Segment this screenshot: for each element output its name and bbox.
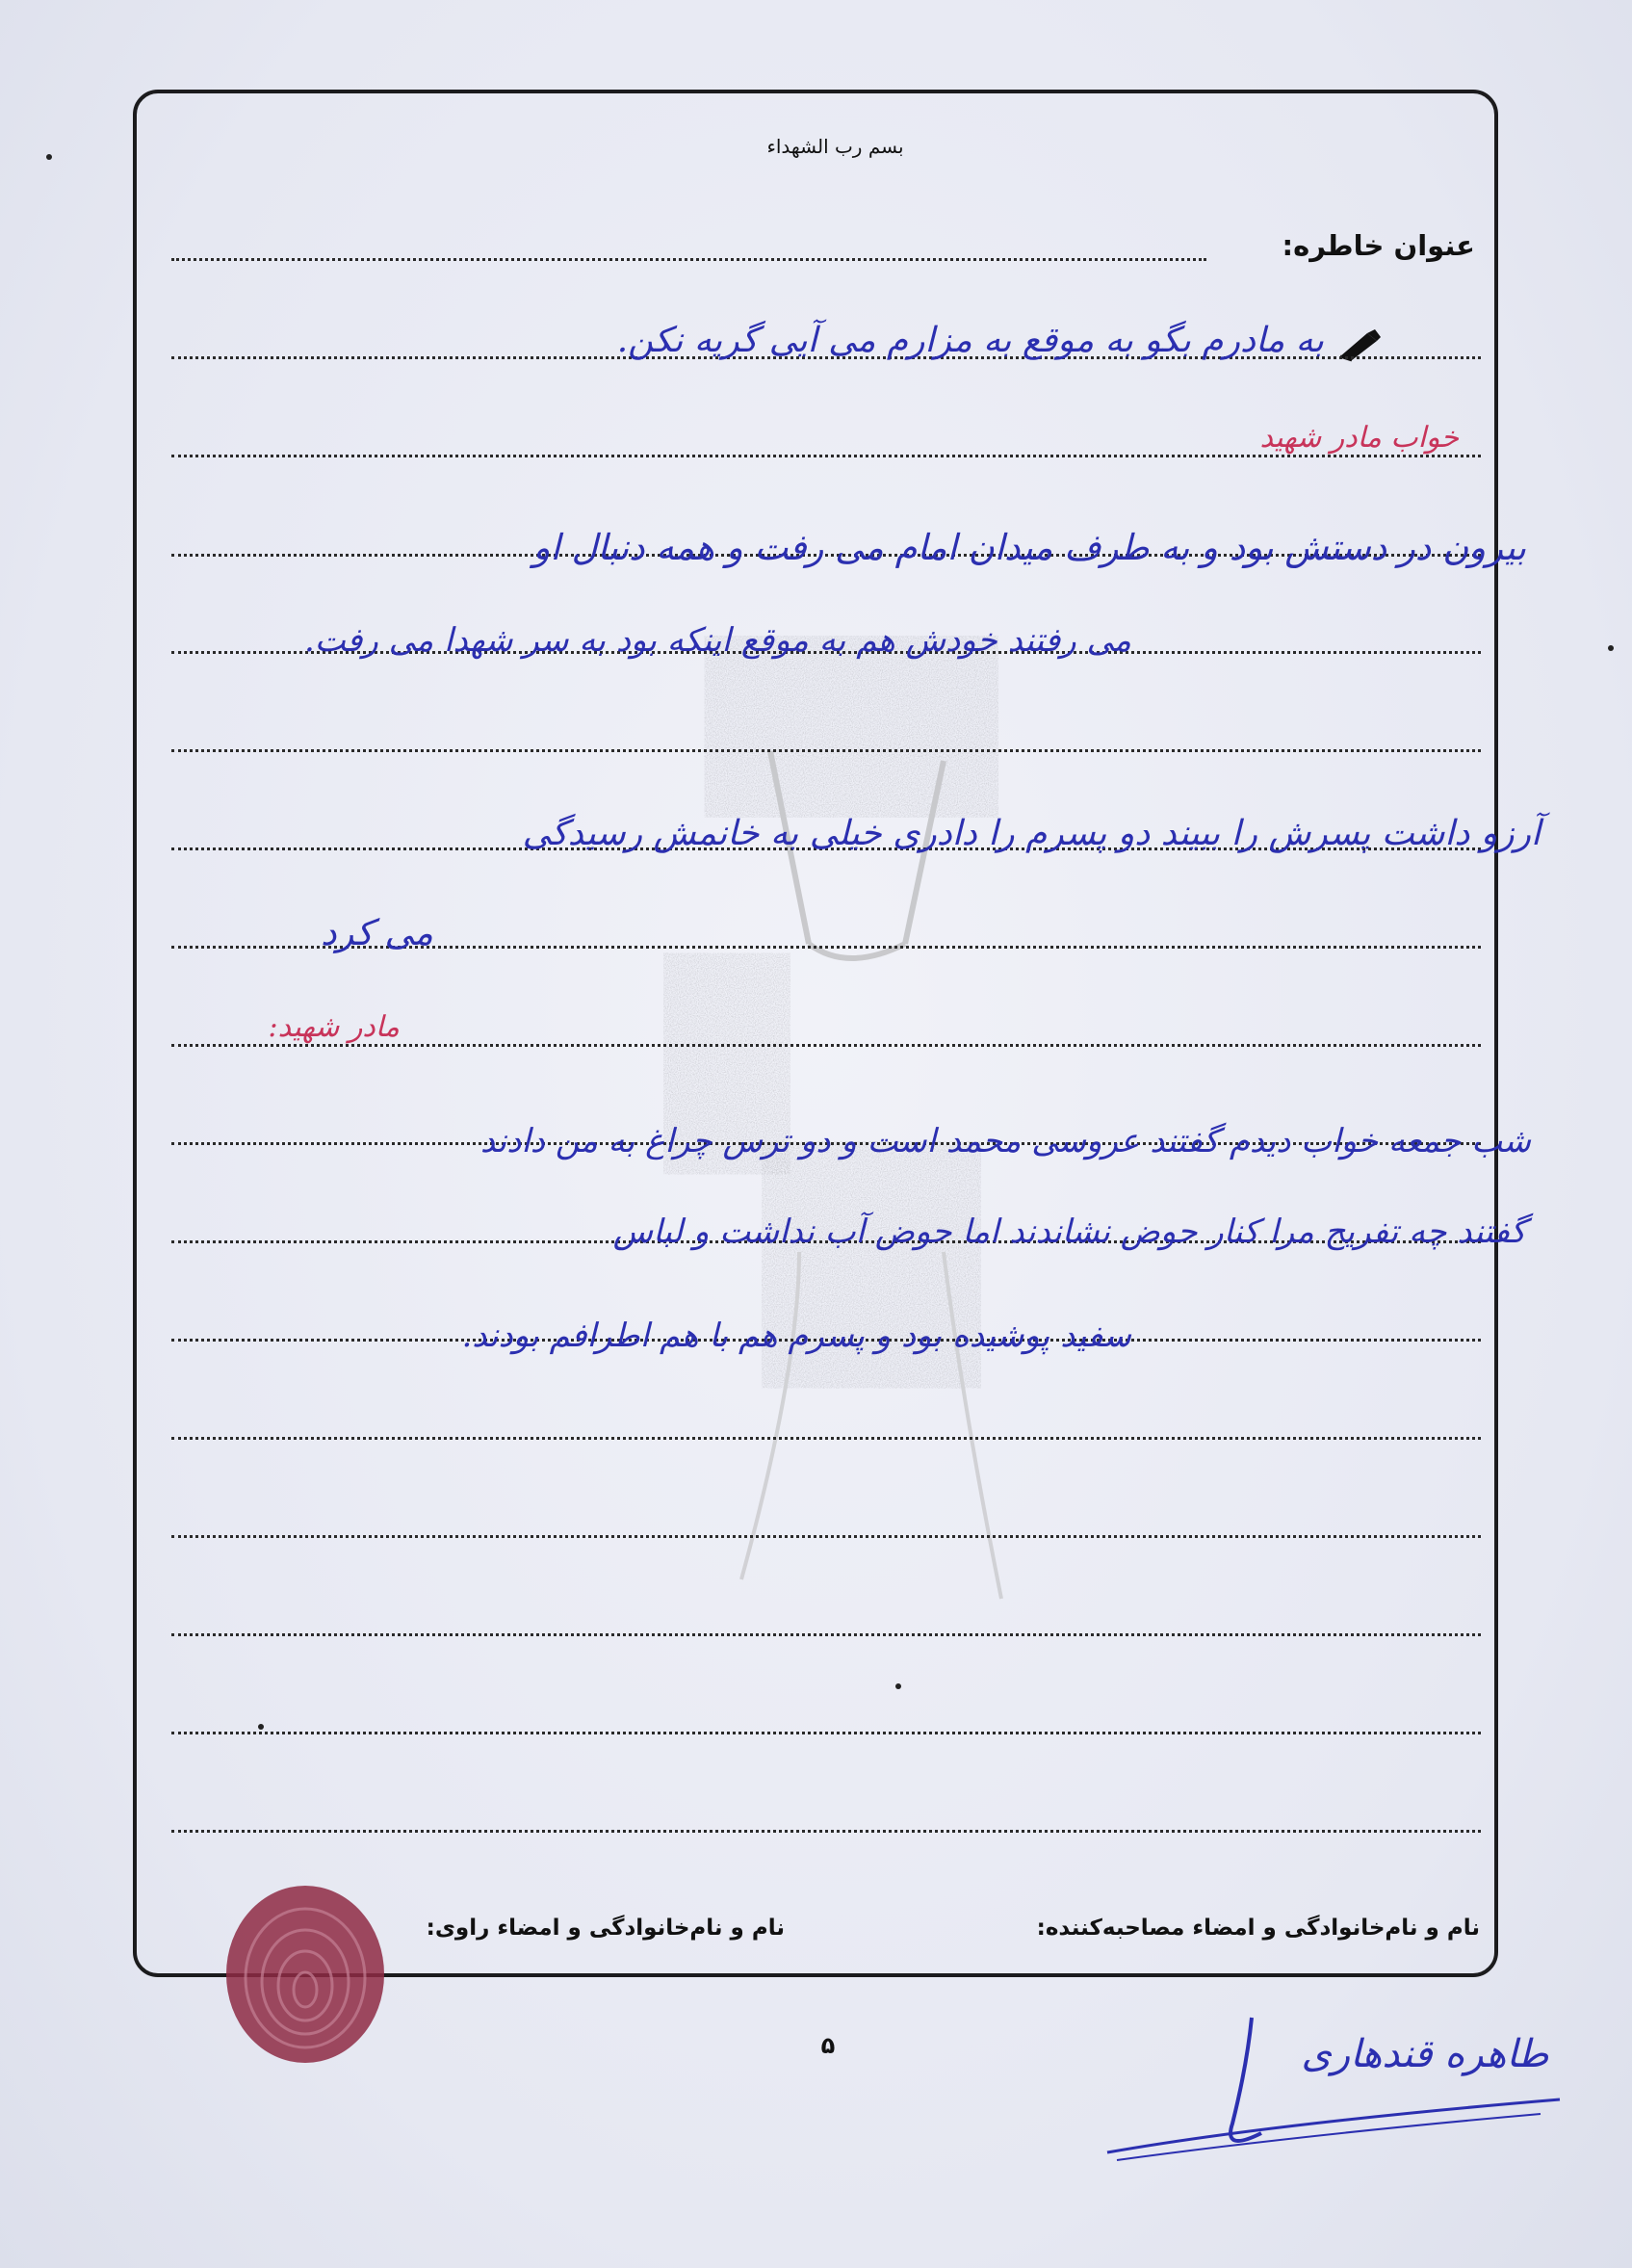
ruled-line bbox=[171, 1633, 1481, 1636]
interviewer-signature-label: نام و نام‌خانوادگی و امضاء مصاحبه‌کننده: bbox=[1036, 1916, 1480, 1941]
page-header-title: بسم رب الشهداء bbox=[766, 135, 904, 158]
handwritten-line: گفتند چه تفریح مرا کنار حوض نشاندند اما حوض آب نداشت و لباس bbox=[612, 1212, 1526, 1251]
paper-speck bbox=[46, 154, 52, 160]
ruled-line bbox=[171, 749, 1481, 752]
thumbprint bbox=[217, 1878, 395, 2071]
paper-speck bbox=[895, 1683, 901, 1689]
ruled-line bbox=[171, 1830, 1481, 1833]
handwritten-line: سفید پوشیده بود و پسرم هم با هم اطرافم بودند. bbox=[461, 1316, 1131, 1355]
ruled-line bbox=[171, 1437, 1481, 1440]
handwritten-line: بیرون در دستش بود و به طرف میدان امام می رفت و همه دنبال او bbox=[532, 527, 1526, 568]
handwritten-line: شب جمعه خواب دیدم گفتند عروسی محمد است و دو ترس چراغ به من دادند bbox=[479, 1122, 1531, 1160]
handwritten-note: مادر شهید: bbox=[268, 1010, 400, 1044]
handwritten-line: به مادرم بگو به موقع به مزارم می آیی گریه نکن. bbox=[616, 321, 1324, 360]
paper-speck bbox=[1608, 645, 1614, 651]
signature-name: طاهره قندهاری bbox=[1301, 2032, 1549, 2076]
paper-speck bbox=[258, 1724, 264, 1730]
ruled-line bbox=[171, 1044, 1481, 1047]
ruled-line bbox=[171, 258, 1206, 261]
handwritten-line: آرزو داشت پسرش را ببیند دو پسرم را دادری خیلی به خانمش رسیدگی bbox=[522, 814, 1541, 853]
page-number: ۵ bbox=[820, 2032, 836, 2059]
ruled-line bbox=[171, 455, 1481, 457]
ruled-line bbox=[171, 1732, 1481, 1734]
handwritten-note: خواب مادر شهید bbox=[1259, 421, 1459, 455]
memory-title-label: عنوان خاطره: bbox=[1282, 229, 1475, 262]
handwritten-line: می کرد bbox=[321, 912, 433, 953]
narrator-signature-label: نام و نام‌خانوادگی و امضاء راوی: bbox=[426, 1916, 785, 1941]
handwritten-line: می رفتند خودش هم به موقع اینکه بود به سر شهدا می رفت. bbox=[303, 621, 1131, 660]
ruled-line bbox=[171, 1535, 1481, 1538]
